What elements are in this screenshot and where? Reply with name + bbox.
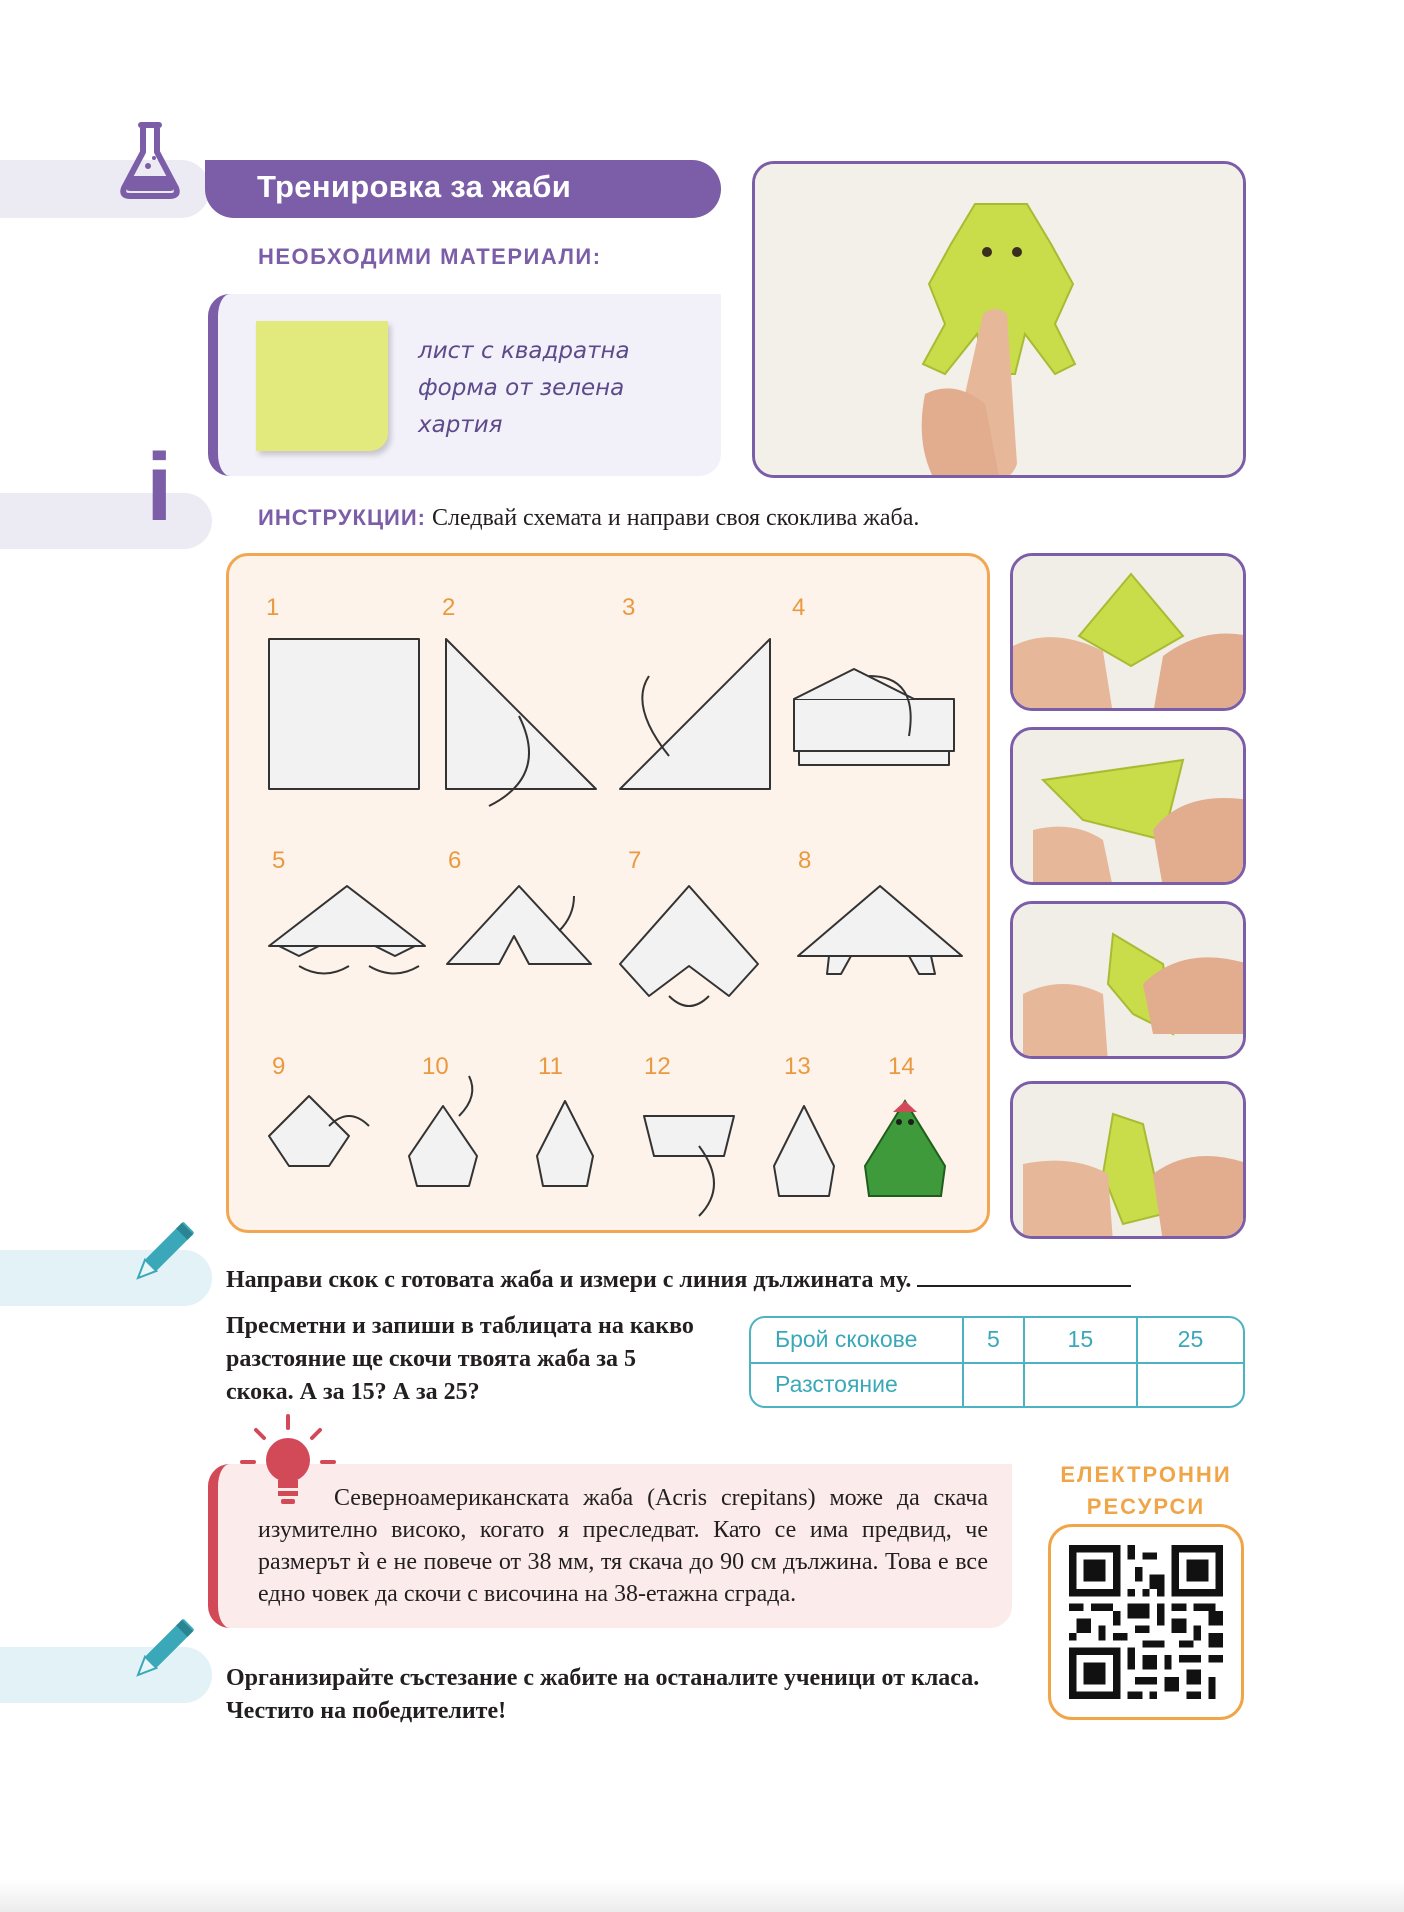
page-bottom-edge: [0, 1880, 1404, 1912]
table-cell: 15: [1025, 1318, 1138, 1364]
folding-diagram: [226, 553, 990, 1233]
title-band: [205, 160, 721, 218]
step-number: 1: [266, 594, 280, 621]
step-number: 5: [272, 847, 286, 874]
task-compete: Организирайте състезание с жабите на останалите ученици от класа. Честито на победителите!: [226, 1665, 980, 1724]
materials-heading: НЕОБХОДИМИ МАТЕРИАЛИ:: [258, 244, 602, 269]
materials-item: лист с квадратна форма от зелена хартия: [418, 338, 630, 438]
step-photo-2: [1010, 727, 1246, 885]
step-number: 4: [792, 594, 806, 621]
folding-steps-drawing: [229, 556, 987, 1230]
qr-code-box[interactable]: [1048, 1524, 1244, 1720]
table-cell: Брой скокове: [751, 1318, 964, 1364]
green-paper-image: [256, 321, 388, 451]
instructions-label: ИНСТРУКЦИИ:: [258, 505, 426, 530]
pencil-icon: [124, 1613, 200, 1689]
step-photo-1: [1010, 553, 1246, 711]
resources-label: ЕЛЕКТРОННИ РЕСУРСИ: [1060, 1462, 1232, 1519]
page-title: Тренировка за жаби: [257, 169, 572, 204]
step-number: 11: [538, 1053, 563, 1080]
step-number: 13: [784, 1053, 811, 1080]
step-number: 14: [888, 1053, 915, 1080]
table-row: [751, 1364, 1243, 1406]
instructions: [258, 505, 919, 532]
table-cell: Разстояние: [751, 1364, 964, 1406]
answer-line[interactable]: [917, 1267, 1131, 1287]
step-number: 3: [622, 594, 636, 621]
instructions-text: Следвай схемата и направи своя скоклива жаба.: [432, 505, 920, 531]
step-number: 7: [628, 847, 642, 874]
step-number: 2: [442, 594, 456, 621]
step-number: 12: [644, 1053, 671, 1080]
info-icon: i: [146, 434, 173, 541]
info-band: [0, 493, 212, 549]
qr-code-icon: [1069, 1545, 1223, 1699]
fact-text: Северноамериканската жаба (Acris crepitans) може да скача изумително високо, когато я преследват. Като се има предвид, че размерът ѝ е не повече от 38 мм, тя скача до 90 см дължина. Това е все едно човек да скочи с височина на 38-етажна сграда.: [258, 1485, 988, 1607]
table-cell: 5: [964, 1318, 1025, 1364]
frog-photo-main: [752, 161, 1246, 478]
task-measure-text: Направи скок с готовата жаба и измери с линия дължината му.: [226, 1267, 912, 1293]
answer-cell[interactable]: [1025, 1364, 1138, 1406]
table-cell: 25: [1138, 1318, 1243, 1364]
step-number: 9: [272, 1053, 286, 1080]
flask-icon: [118, 118, 182, 202]
task-calculate: Пресметни и запиши в таблицата на какво разстояние ще скочи твоята жаба за 5 скока. А за 15? А за 25?: [226, 1313, 694, 1405]
answer-cell[interactable]: [1138, 1364, 1243, 1406]
step-number: 8: [798, 847, 812, 874]
table-row: [751, 1318, 1243, 1364]
task-measure: [226, 1267, 1131, 1294]
pencil-icon: [124, 1216, 200, 1292]
step-photo-3: [1010, 901, 1246, 1059]
step-number: 10: [422, 1053, 449, 1080]
jumps-table: [749, 1316, 1245, 1408]
step-number: 6: [448, 847, 462, 874]
step-photo-4: [1010, 1081, 1246, 1239]
answer-cell[interactable]: [964, 1364, 1025, 1406]
